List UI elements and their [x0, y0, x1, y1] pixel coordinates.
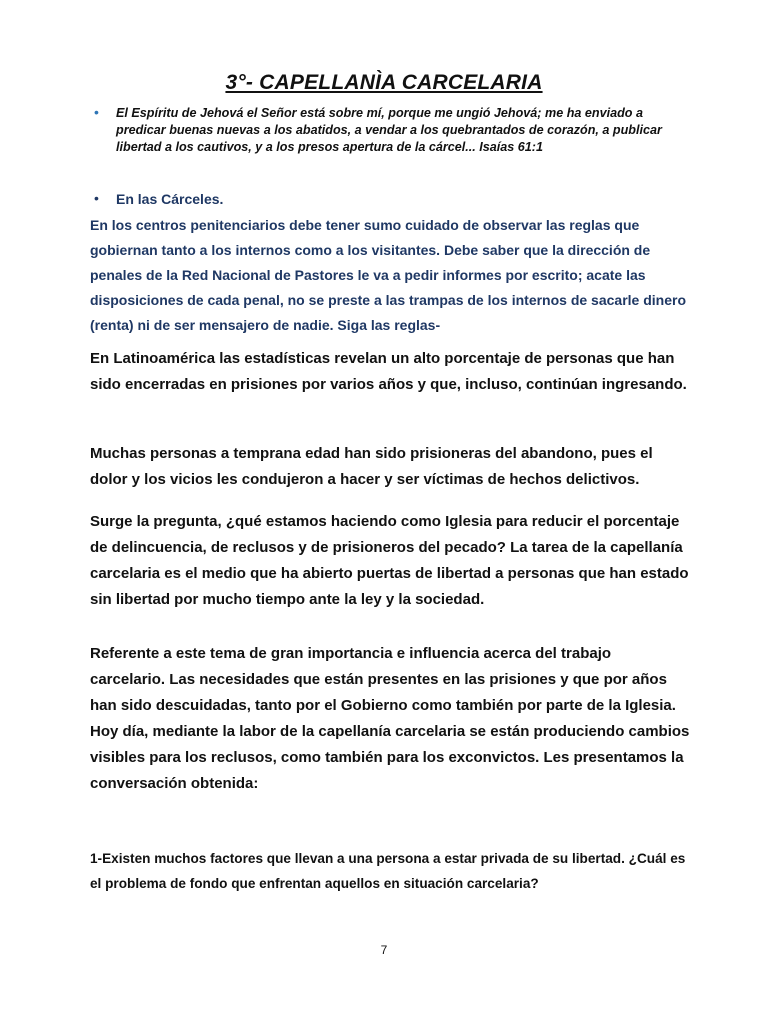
page-number: 7 — [380, 943, 388, 957]
page-title: 3°- CAPELLANÌA CARCELARIA — [225, 71, 543, 94]
paragraph: Referente a este tema de gran importancia e influencia acerca del trabajo carcelario. Las necesidades que están presentes en las prisiones y que por años han sido descuidadas, tanto por el Gobierno como también por parte de la Iglesia. Hoy día, mediante la labor de la capellanía carcelaria se están produciendo cambios visibles para los reclusos, como también para los exconvictos. Les presentamos la conversación obtenida: — [90, 645, 690, 792]
interview-question: 1-Existen muchos factores que llevan a una persona a estar privada de su libertad. ¿Cuál es el problema de fondo que enfrentan aquellos en situación carcelaria? — [90, 851, 686, 891]
section-body: En los centros penitenciarios debe tener sumo cuidado de observar las reglas que gobiernan tanto a los internos como a los visitantes. Debe saber que la dirección de penales de la Red Nacional de Pastores le va a pedir informes por escrito; acate las disposiciones de cada penal, no se preste a las trampas de los internos de sacarle dinero (renta) ni de ser mensajero de nadie. Siga las reglas- — [90, 217, 686, 333]
bullet-marker: • — [94, 104, 99, 120]
paragraph: En Latinoamérica las estadísticas revelan un alto porcentaje de personas que han sido encerradas en prisiones por varios años y que, incluso, continúan ingresando. — [90, 350, 687, 393]
section-heading: En las Cárceles. — [116, 191, 224, 207]
scripture-quote: El Espíritu de Jehová el Señor está sobre mí, porque me ungió Jehová; me ha enviado a predicar buenas nuevas a los abatidos, a vendar a los quebrantados de corazón, a publicar libertad a los cautivos, y a los presos apertura de la cárcel... Isaías 61:1 — [116, 106, 662, 154]
paragraph: Surge la pregunta, ¿qué estamos haciendo como Iglesia para reducir el porcentaje de delincuencia, de reclusos y de prisioneros del pecado? La tarea de la capellanía carcelaria es el medio que ha abierto puertas de libertad a personas que han estado sin libertad por mucho tiempo ante la ley y la sociedad. — [90, 513, 689, 608]
bullet-marker: • — [94, 190, 99, 206]
paragraph: Muchas personas a temprana edad han sido prisioneras del abandono, pues el dolor y los vicios les condujeron a hacer y ser víctimas de hechos delictivos. — [90, 445, 653, 488]
